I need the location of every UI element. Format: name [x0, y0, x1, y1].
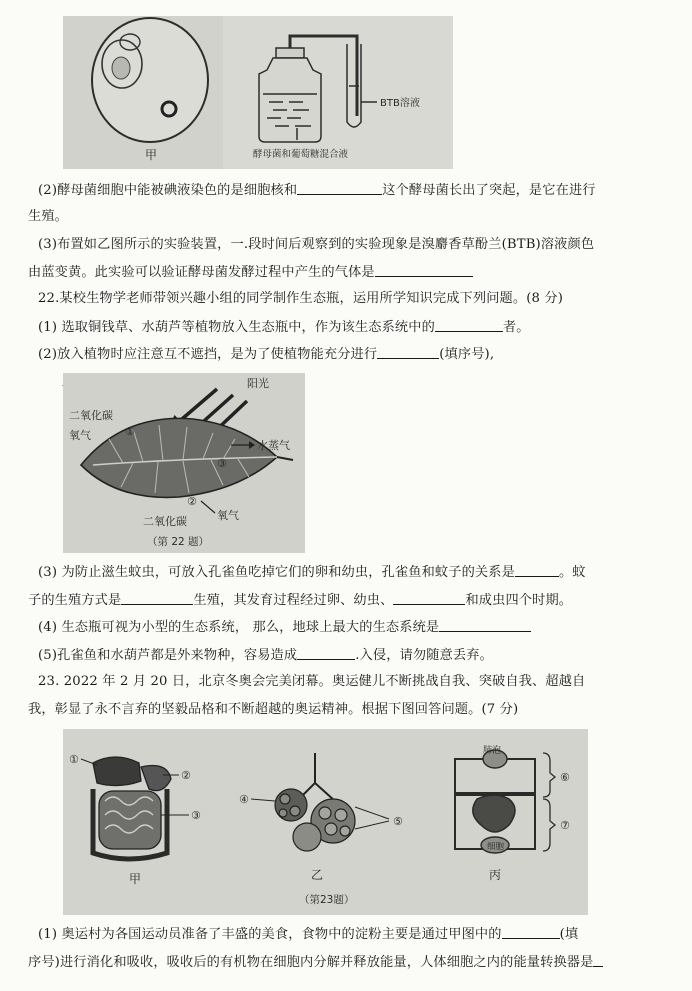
- q22-4: (4) 生态瓶可视为小型的生态系统， 那么，地球上最大的生态系统是: [38, 618, 531, 637]
- answer-blank[interactable]: [121, 591, 193, 605]
- label-23-yi: 乙: [311, 868, 324, 882]
- q23-1-line2: 序号)进行消化和吸收，吸收后的有机物在细胞内分解并释放能量，人体细胞之内的能量转换器是: [28, 953, 603, 972]
- figure-22: [63, 373, 305, 553]
- label-23-n6: ⑥: [560, 771, 570, 784]
- answer-blank[interactable]: [439, 618, 531, 632]
- label-co2-top: 二氧化碳: [69, 409, 113, 422]
- label-23-n4: ④: [239, 793, 249, 806]
- answer-blank[interactable]: [593, 953, 603, 967]
- answer-blank[interactable]: [502, 925, 560, 939]
- label-23-bing: 丙: [489, 868, 502, 882]
- label-23-n3: ③: [191, 809, 201, 822]
- answer-blank[interactable]: [515, 563, 559, 577]
- label-23-jia: 甲: [129, 872, 142, 886]
- label-sunlight: 阳光: [247, 377, 269, 390]
- answer-blank[interactable]: [435, 318, 503, 332]
- answer-blank[interactable]: [297, 181, 382, 195]
- answer-blank[interactable]: [375, 263, 473, 277]
- figure23-caption: （第23题）: [299, 894, 355, 906]
- figure22-caption: （第 22 题）: [147, 536, 210, 548]
- figure-23: [63, 729, 588, 915]
- label-co2-bottom: 二氧化碳: [143, 515, 187, 528]
- q22-2: (2)放入植物时应注意互不遮挡，是为了使植物能充分进行 (填序号),: [38, 347, 495, 362]
- answer-blank[interactable]: [297, 646, 355, 660]
- answer-blank[interactable]: [393, 591, 465, 605]
- label-23-n7: ⑦: [560, 819, 570, 832]
- q21-3-line2: 由蓝变黄。此实验可以验证酵母菌发酵过程中产生的气体是: [28, 263, 473, 282]
- label-mixture: 酵母菌和葡萄糖混合液: [253, 149, 349, 160]
- label-water-vapor: 水蒸气: [257, 439, 290, 452]
- q21-2-line1: (2)酵母菌细胞中能被碘液染色的是细胞核和 这个酵母菌长出了突起，是它在进行: [38, 183, 596, 198]
- label-n1: ①: [125, 425, 135, 438]
- label-23-n2: ②: [181, 769, 191, 782]
- yeast-cell-drawing: [92, 18, 208, 142]
- label-btb: BTB溶液: [380, 98, 420, 109]
- label-o2-left: 氧气: [69, 429, 91, 442]
- q23-stem-line1: 23. 2022 年 2 月 20 日，北京冬奥会完美闭幕。奥运健儿不断挑战自我、突破自我、超越自: [38, 674, 586, 689]
- q22-3-line1: (3) 为防止滋生蚊虫，可放入孔雀鱼吃掉它们的卵和幼虫，孔雀鱼和蚊子的关系是 。蚊: [38, 565, 586, 580]
- q21-2-line2: 生殖。: [28, 209, 69, 224]
- q22-3-line2: 子的生殖方式是 生殖，其发育过程经过卵、幼虫、 和成虫四个时期。: [28, 593, 573, 608]
- q23-stem-line2: 我，彰显了永不言弃的坚毅品格和不断超越的奥运精神。根据下图回答问题。(7 分): [28, 702, 519, 717]
- answer-blank[interactable]: [377, 345, 439, 359]
- label-23-lung: 肺泡: [483, 746, 502, 756]
- label-23-n5: ⑤: [393, 815, 403, 828]
- q23-1-line1: (1) 奥运村为各国运动员准备了丰盛的美食，食物中的淀粉主要是通过甲图中的 (填: [38, 927, 579, 942]
- q22-stem: 22.某校生物学老师带领兴趣小组的同学制作生态瓶，运用所学知识完成下列问题。(8 分): [38, 291, 564, 306]
- figure-21: [63, 16, 453, 169]
- q21-3-line1: (3)布置如乙图所示的实验装置，一.段时间后观察到的实验现象是溴麝香草酚兰(BTB)溶液颜色: [38, 237, 595, 252]
- label-23-n1: ①: [69, 753, 79, 766]
- q22-1: (1) 选取铜钱草、水葫芦等植物放入生态瓶中，作为该生态系统中的 者。: [38, 320, 530, 335]
- label-23-cell: 细胞: [487, 842, 505, 852]
- label-o2-right: 氧气: [217, 509, 239, 522]
- q22-5: (5)孔雀鱼和水葫芦都是外来物种，容易造成 .入侵，请勿随意丢弃。: [38, 648, 493, 663]
- label-jia: 甲: [145, 148, 158, 162]
- label-n2: ②: [187, 495, 197, 508]
- label-n3: ③: [217, 457, 227, 470]
